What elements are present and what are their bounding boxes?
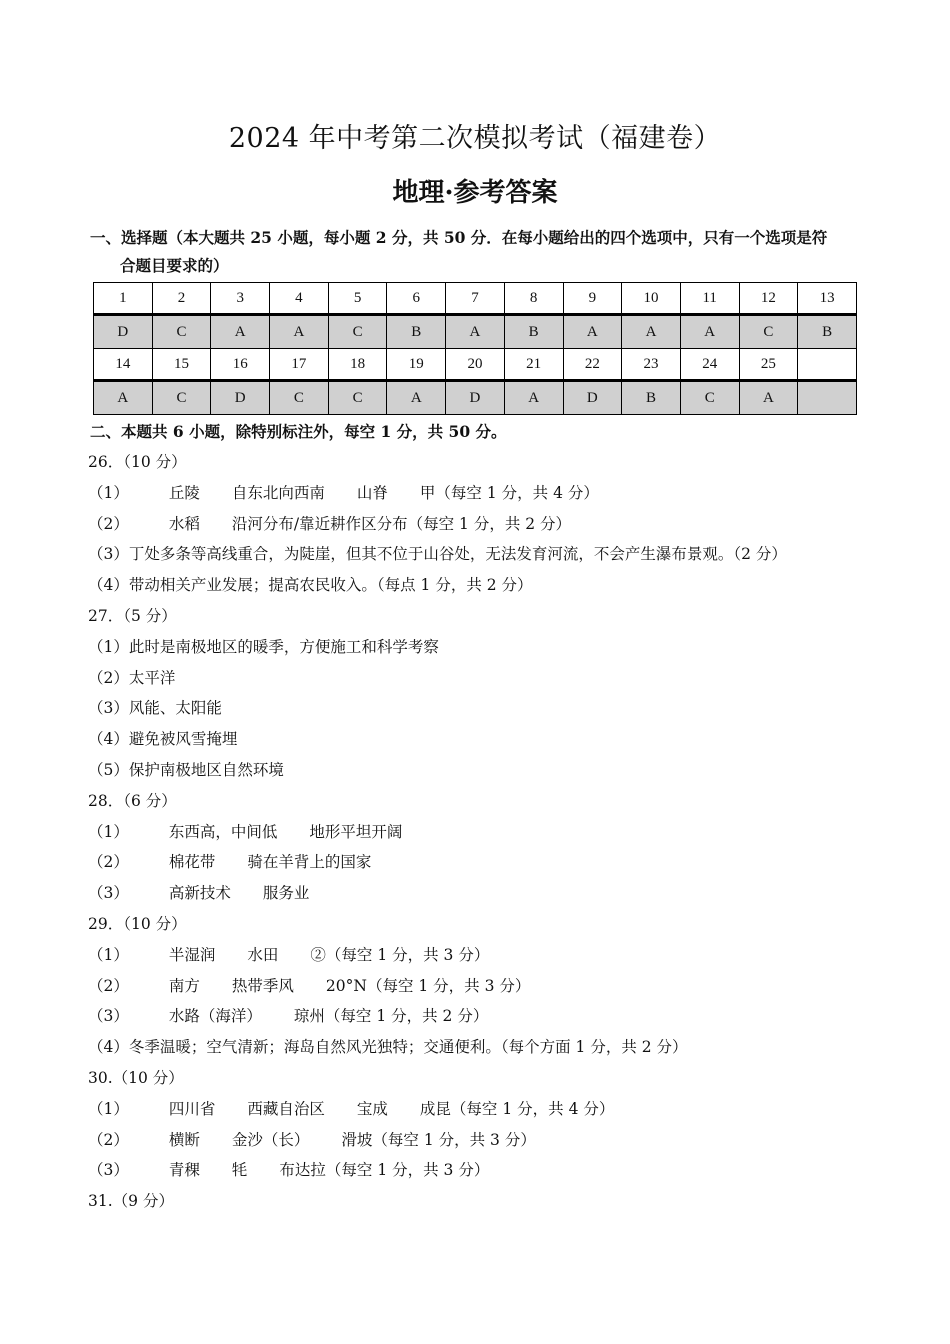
answer-cell: A [94, 381, 153, 415]
answer-cell [798, 381, 857, 415]
answer-line [88, 975, 908, 1006]
answer-text: 青稞 [168, 1161, 200, 1180]
answer-line [88, 1159, 908, 1190]
answer-line [88, 913, 908, 944]
answer-text: （1）此时是南极地区的暖季，方便施工和科学考察 [88, 637, 439, 656]
answer-text: 成昆（每空 1 分，共 4 分） [419, 1099, 615, 1118]
answer-text: 高新技术 [168, 884, 231, 903]
answer-cell: A [211, 315, 270, 349]
question-number-cell [798, 349, 857, 381]
answer-cell: A [622, 315, 681, 349]
answer-lines [88, 451, 908, 1221]
answer-line [88, 667, 908, 698]
question-number-cell: 18 [328, 349, 387, 381]
answer-line [88, 636, 908, 667]
answer-text: 31.（9 分） [88, 1192, 174, 1211]
answer-line [88, 513, 908, 544]
answer-table-row-numbers-1 [94, 283, 857, 315]
answer-table-row-answers-2 [94, 381, 857, 415]
answer-text: 半湿润 [168, 945, 216, 964]
section-one-line2: 合题目要求的） [120, 256, 229, 275]
answer-line [88, 1098, 908, 1129]
question-number-cell: 11 [680, 283, 739, 315]
answer-text: 东西高，中间低 [168, 822, 278, 841]
answer-line [88, 1005, 908, 1036]
answer-text: 宝成 [356, 1099, 388, 1118]
answer-text: 滑坡（每空 1 分，共 3 分） [341, 1130, 536, 1149]
answer-cell: D [446, 381, 505, 415]
answer-line [88, 759, 908, 790]
answer-cell: C [152, 381, 211, 415]
answer-text: 热带季风 [231, 976, 294, 995]
answer-text: 棉花带 [168, 853, 216, 872]
answer-cell: A [563, 315, 622, 349]
question-number-cell: 8 [504, 283, 563, 315]
answer-text: 甲（每空 1 分，共 4 分） [419, 483, 599, 502]
answer-text: （2） [88, 976, 129, 995]
answer-text: （1） [88, 1099, 129, 1118]
answer-text: （4）冬季温暖；空气清新；海岛自然风光独特；交通便利。（每个方面 1 分，共 2 分） [88, 1038, 688, 1057]
answer-text: （3） [88, 884, 129, 903]
answer-text: 骑在羊背上的国家 [247, 853, 372, 872]
answer-text: 30.（10 分） [88, 1068, 184, 1087]
answer-text: （1） [88, 483, 129, 502]
question-number-cell: 22 [563, 349, 622, 381]
answer-cell: C [152, 315, 211, 349]
answer-line [88, 1129, 908, 1160]
question-number-cell: 14 [94, 349, 153, 381]
question-number-cell: 21 [504, 349, 563, 381]
question-number-cell: 5 [328, 283, 387, 315]
section-two-heading: 二、本题共 6 小题，除特别标注外，每空 1 分，共 50 分。 [90, 422, 507, 441]
answer-cell: C [270, 381, 329, 415]
page-subtitle: 地理·参考答案 [392, 178, 558, 208]
answer-text: 26．（10 分） [88, 453, 187, 471]
answer-cell: D [211, 381, 270, 415]
answer-text: （2）太平洋 [88, 668, 176, 687]
question-number-cell: 23 [622, 349, 681, 381]
answer-cell: B [622, 381, 681, 415]
answer-text: （2） [88, 853, 129, 872]
question-number-cell: 25 [739, 349, 798, 381]
answer-line [88, 697, 908, 728]
answer-text: 自东北向西南 [231, 483, 325, 502]
question-number-cell: 15 [152, 349, 211, 381]
answer-text: （1） [88, 945, 129, 964]
answer-line [88, 1036, 908, 1067]
answer-text: ②（每空 1 分，共 3 分） [310, 945, 490, 964]
question-number-cell: 12 [739, 283, 798, 315]
answer-cell: A [739, 381, 798, 415]
answer-line [88, 605, 908, 636]
answer-cell: A [504, 381, 563, 415]
answer-cell: C [680, 381, 739, 415]
answer-text: 山脊 [356, 483, 388, 502]
answer-line [88, 728, 908, 759]
answer-text: 布达拉（每空 1 分，共 3 分） [279, 1161, 490, 1180]
answer-line [88, 1190, 908, 1221]
answer-text: 牦 [231, 1161, 248, 1180]
answer-text: （4）避免被风雪掩埋 [88, 730, 238, 749]
question-number-cell: 6 [387, 283, 446, 315]
question-number-cell: 3 [211, 283, 270, 315]
answer-line [88, 482, 908, 513]
answer-text: 水路（海洋） [168, 1007, 262, 1026]
answer-text: （1） [88, 822, 129, 841]
answer-text: 横断 [168, 1130, 200, 1149]
question-number-cell: 13 [798, 283, 857, 315]
answer-line [88, 543, 908, 574]
answer-text: 南方 [168, 976, 200, 995]
answer-text: 28．（6 分） [88, 791, 177, 810]
answer-text: 水稻 [168, 514, 200, 533]
question-number-cell: 9 [563, 283, 622, 315]
answer-line [88, 790, 908, 821]
answer-line [88, 821, 908, 852]
answer-table-row-answers-1 [94, 315, 857, 349]
answer-line [88, 851, 908, 882]
answer-text: 20°N（每空 1 分，共 3 分） [325, 976, 531, 995]
question-number-cell: 2 [152, 283, 211, 315]
answer-cell: A [270, 315, 329, 349]
answer-text: 27．（5 分） [88, 606, 177, 625]
answer-line [88, 574, 908, 605]
answer-text: 地形平坦开阔 [309, 822, 403, 841]
answer-cell: B [387, 315, 446, 349]
answer-text: 水田 [247, 945, 279, 964]
answer-cell: C [328, 381, 387, 415]
question-number-cell: 20 [446, 349, 505, 381]
answer-line [88, 451, 908, 482]
answer-text: 西藏自治区 [247, 1099, 325, 1118]
answer-cell: C [739, 315, 798, 349]
answer-text: （2） [88, 514, 129, 533]
answer-text: 四川省 [168, 1099, 216, 1118]
answer-text: （3） [88, 1007, 129, 1026]
answer-text: （2） [88, 1130, 129, 1149]
question-number-cell: 7 [446, 283, 505, 315]
answer-cell: A [680, 315, 739, 349]
answer-cell: A [446, 315, 505, 349]
answer-text: 金沙（长） [231, 1130, 310, 1149]
page-title: 2024 年中考第二次模拟考试（福建卷） [228, 123, 722, 154]
answer-text: （4）带动相关产业发展；提高农民收入。（每点 1 分，共 2 分） [88, 576, 533, 595]
question-number-cell: 17 [270, 349, 329, 381]
answer-line [88, 944, 908, 975]
section-one-line1: 一、选择题（本大题共 25 小题，每小题 2 分，共 50 分．在每小题给出的四个选项中，只有一个选项是符 [90, 228, 828, 247]
answer-text: 沿河分布/靠近耕作区分布（每空 1 分，共 2 分） [231, 514, 572, 533]
answer-text: 琼州（每空 1 分，共 2 分） [293, 1007, 489, 1026]
question-number-cell: 1 [94, 283, 153, 315]
answer-cell: B [798, 315, 857, 349]
question-number-cell: 16 [211, 349, 270, 381]
question-number-cell: 19 [387, 349, 446, 381]
answer-text: （3） [88, 1161, 129, 1180]
answer-text: 丘陵 [168, 483, 200, 502]
section-one-heading [90, 224, 870, 280]
answer-text: 29．（10 分） [88, 914, 187, 933]
answer-cell: D [563, 381, 622, 415]
answer-text: （3）丁处多条等高线重合，为陡崖，但其不位于山谷处，无法发育河流，不会产生瀑布景观。（2 分） [88, 545, 787, 564]
question-number-cell: 10 [622, 283, 681, 315]
answer-text: 服务业 [262, 884, 310, 903]
answer-cell: D [94, 315, 153, 349]
answer-cell: A [387, 381, 446, 415]
answer-cell: C [328, 315, 387, 349]
question-number-cell: 4 [270, 283, 329, 315]
answer-line [88, 1067, 908, 1098]
answer-table [93, 282, 857, 415]
answer-table-row-numbers-2 [94, 349, 857, 381]
answer-cell: B [504, 315, 563, 349]
answer-line [88, 882, 908, 913]
question-number-cell: 24 [680, 349, 739, 381]
answer-text: （5）保护南极地区自然环境 [88, 760, 284, 779]
answer-text: （3）风能、太阳能 [88, 699, 222, 718]
